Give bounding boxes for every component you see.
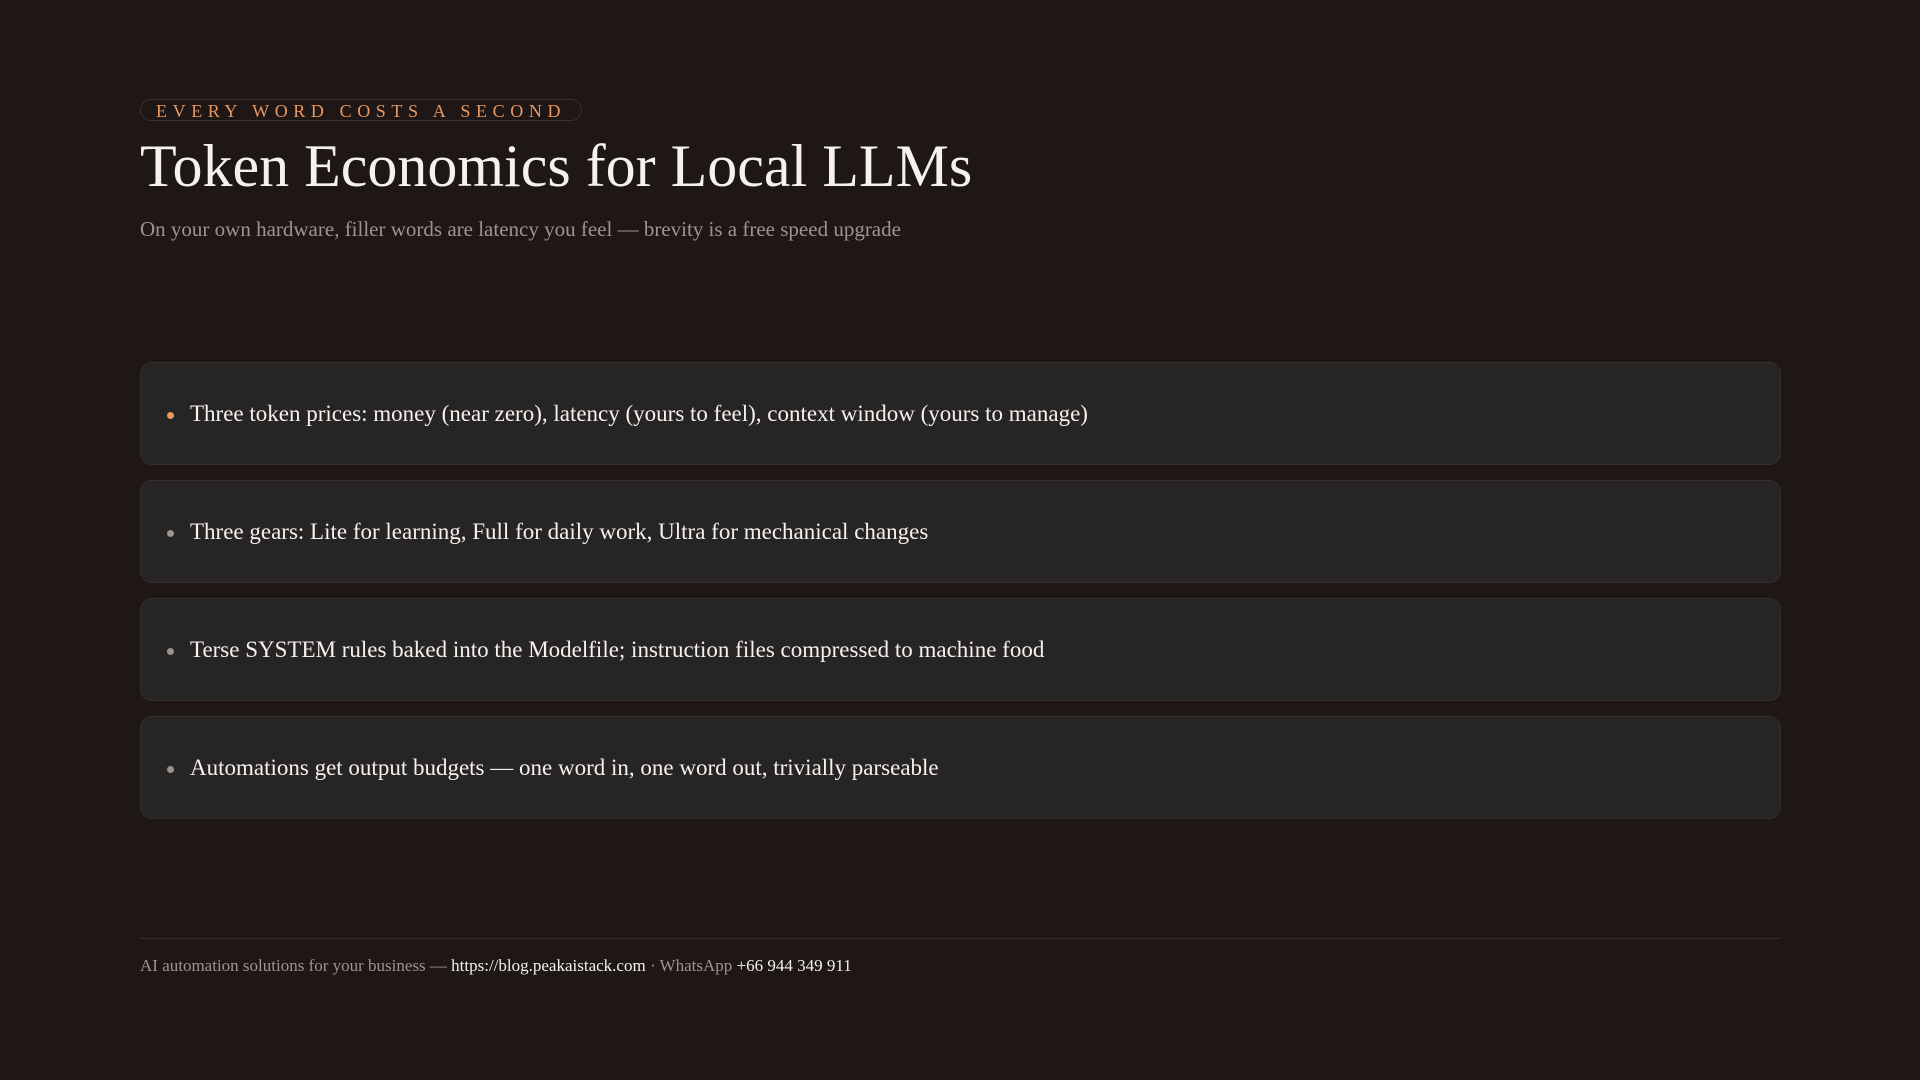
footer-tagline: AI automation solutions for your business — <box>140 956 452 975</box>
bullet-dot-icon <box>167 648 174 655</box>
eyebrow-label: EVERY WORD COSTS A SECOND <box>140 99 582 121</box>
key-point-card <box>140 480 1781 583</box>
key-point-card <box>140 362 1781 465</box>
bullet-dot-icon <box>167 766 174 773</box>
key-point-card <box>140 716 1781 819</box>
key-point-text: Terse SYSTEM rules baked into the Modelfile; instruction files compressed to machine food <box>190 637 1045 662</box>
key-points-list <box>140 362 1781 834</box>
page-subtitle: On your own hardware, filler words are latency you feel — brevity is a free speed upgrade <box>140 217 901 241</box>
footer <box>140 954 852 978</box>
key-point-text: Automations get output budgets — one word in, one word out, trivially parseable <box>190 755 939 780</box>
footer-divider <box>140 938 1781 939</box>
key-point-text: Three gears: Lite for learning, Full for daily work, Ultra for mechanical changes <box>190 519 929 544</box>
bullet-dot-icon <box>167 530 174 537</box>
key-point-card <box>140 598 1781 701</box>
page-title: Token Economics for Local LLMs <box>140 133 973 199</box>
bullet-dot-icon <box>167 412 174 419</box>
footer-phone: +66 944 349 911 <box>736 956 852 975</box>
footer-separator: · WhatsApp <box>645 956 737 975</box>
footer-url-link[interactable]: https://blog.peakaistack.com <box>451 956 646 975</box>
key-point-text: Three token prices: money (near zero), latency (yours to feel), context window (yours to manage) <box>190 401 1088 426</box>
